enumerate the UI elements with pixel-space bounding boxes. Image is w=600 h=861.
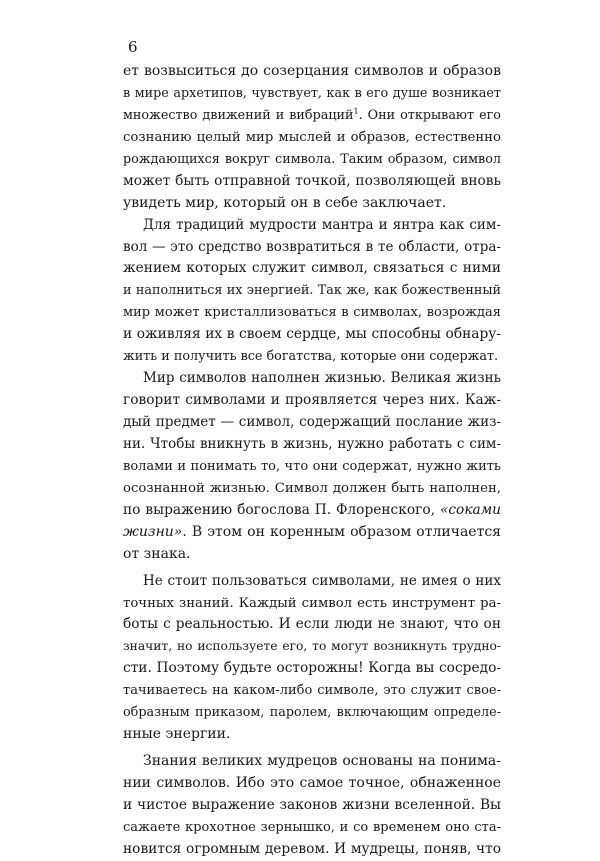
text-line: образным приказом, паролем, включающим определе- <box>123 705 501 721</box>
text-line: нии символов. Ибо это самое точное, обнаженное <box>123 775 501 791</box>
text-segment: множество движений и вибраций <box>123 107 354 123</box>
text-line: от знака. <box>123 545 191 562</box>
text-line: сознанию целый мир мыслей и образов, естественно <box>123 129 501 145</box>
text-line: Мир символов наполнен жизнью. Великая жизнь <box>143 370 501 387</box>
text-segment: . Они открывают его <box>358 107 501 123</box>
body-text <box>123 61 501 861</box>
text-line: значит, но используете его, то могут возникнуть трудно- <box>123 639 501 654</box>
text-line: ни. Чтобы вникнуть в жизнь, нужно работать с сим- <box>123 435 501 452</box>
text-line: Для традиций мудрости мантра и янтра как сим- <box>143 216 501 233</box>
text-line: Знания великих мудрецов основаны на понима- <box>143 753 501 770</box>
text-line: Не стоит пользоваться символами, не имея о них <box>143 572 501 589</box>
text-line: может быть отправной точкой, позволяющей вновь <box>123 172 501 189</box>
text-line: волами и понимать то, что они содержат, нужно жить <box>123 458 501 474</box>
paragraph-2 <box>123 215 501 369</box>
italic-quote: жизни». <box>123 523 187 540</box>
italic-quote: «соками <box>439 501 501 518</box>
text-line: говорит символами и проявляется через них. Каж- <box>123 392 501 409</box>
text-line: жить и получить все богатства, которые они содержат. <box>123 349 499 365</box>
text-line: нные энергии. <box>123 726 231 743</box>
text-line: рождающихся вокруг символа. Таким образом, символ <box>123 151 501 167</box>
text-line: точных знаний. Каждый символ есть инструмент ра- <box>123 595 501 611</box>
paragraph-4 <box>123 571 501 747</box>
text-line: в мире архетипов, чувствует, как в его душе возникает <box>123 85 501 101</box>
text-line: ет возвыситься до созерцания символов и образов <box>123 63 501 79</box>
text-segment: по выражению богослова П. Флоренского, <box>123 501 435 518</box>
text-line: мир может кристаллизоваться в символах, возрождая <box>123 305 501 321</box>
text-line: и оживляя их в своем сердце, мы способны обнару- <box>123 326 501 343</box>
text-line: и наполниться их энергией. Так же, как божественный <box>123 283 501 299</box>
text-line: и чистое выражение законов жизни вселенной. Вы <box>123 796 501 813</box>
paragraph-3 <box>123 368 501 565</box>
text-line: новится огромным деревом. И мудрецы, поняв, что <box>123 840 501 857</box>
text-line <box>123 500 501 522</box>
text-line: сти. Поэтому будьте осторожны! Когда вы сосредо- <box>123 660 501 677</box>
text-line <box>123 105 501 127</box>
text-line <box>123 522 501 544</box>
text-segment: В этом он коренным образом отличается <box>186 523 501 540</box>
page-number: 6 <box>128 38 138 56</box>
text-line: жением которых служит символ, связаться с ними <box>123 260 501 277</box>
text-line: увидеть мир, который он в себе заключает. <box>123 194 447 211</box>
paragraph-5 <box>123 751 501 861</box>
text-line: осознанной жизнью. Символ должен быть наполнен, <box>123 480 501 496</box>
footnote-marker: 1 <box>353 106 359 116</box>
text-line: боты с реальностью. И если люди не знают, что он <box>123 616 501 633</box>
text-line: сажаете крохотное зернышко, и со временем оно ста- <box>123 819 501 835</box>
paragraph-1 <box>123 61 501 215</box>
text-line: дый предмет — символ, содержащий послание жиз- <box>123 414 501 430</box>
text-line: вол — это средство возвратиться в те области, отра- <box>123 238 501 255</box>
text-line: тачиваетесь на каком-либо символе, это служит свое- <box>123 683 501 699</box>
